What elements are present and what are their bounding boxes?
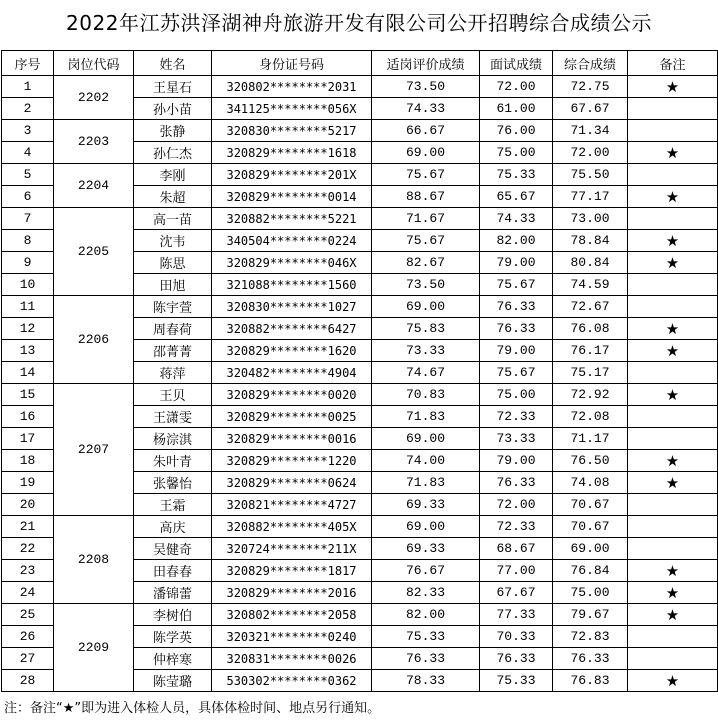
total-score: 70.67 [553,516,628,538]
remark-star: ★ [628,384,718,406]
row-no: 1 [2,76,54,98]
candidate-name: 王贝 [134,384,212,406]
row-no: 12 [2,318,54,340]
eval-score: 71.83 [372,406,480,428]
id-number: 320829********0020 [212,384,372,406]
row-no: 20 [2,494,54,516]
id-number: 341125********056X [212,98,372,120]
interview-score: 61.00 [480,98,553,120]
row-no: 26 [2,626,54,648]
id-number: 321088********1560 [212,274,372,296]
id-number: 340504********0224 [212,230,372,252]
interview-score: 77.00 [480,560,553,582]
id-number: 320829********0014 [212,186,372,208]
remark-star [628,120,718,142]
id-number: 320321********0240 [212,626,372,648]
candidate-name: 蒋萍 [134,362,212,384]
total-score: 74.08 [553,472,628,494]
interview-score: 75.33 [480,670,553,692]
position-code: 2205 [54,208,134,296]
eval-score: 66.67 [372,120,480,142]
header-id-number: 身份证号码 [212,51,372,76]
id-number: 530302********0362 [212,670,372,692]
total-score: 72.92 [553,384,628,406]
interview-score: 77.33 [480,604,553,626]
row-no: 7 [2,208,54,230]
row-no: 25 [2,604,54,626]
eval-score: 82.33 [372,582,480,604]
header-name: 姓名 [134,51,212,76]
row-no: 27 [2,648,54,670]
id-number: 320882********5221 [212,208,372,230]
row-no: 15 [2,384,54,406]
eval-score: 69.00 [372,142,480,164]
remark-star: ★ [628,670,718,692]
row-no: 18 [2,450,54,472]
remark-star: ★ [628,340,718,362]
total-score: 67.67 [553,98,628,120]
eval-score: 70.83 [372,384,480,406]
interview-score: 72.33 [480,406,553,428]
eval-score: 71.67 [372,208,480,230]
candidate-name: 王霜 [134,494,212,516]
total-score: 75.50 [553,164,628,186]
interview-score: 75.67 [480,362,553,384]
row-no: 17 [2,428,54,450]
remark-star: ★ [628,450,718,472]
candidate-name: 王潇雯 [134,406,212,428]
row-no: 5 [2,164,54,186]
interview-score: 72.33 [480,516,553,538]
remark-star [628,494,718,516]
total-score: 72.75 [553,76,628,98]
row-no: 9 [2,252,54,274]
remark-star [628,274,718,296]
candidate-name: 陈学英 [134,626,212,648]
remark-star: ★ [628,186,718,208]
remark-star: ★ [628,582,718,604]
remark-star [628,362,718,384]
eval-score: 69.33 [372,494,480,516]
position-code: 2208 [54,516,134,604]
interview-score: 76.33 [480,296,553,318]
table-row [2,208,718,230]
eval-score: 75.83 [372,318,480,340]
table-row [2,120,718,142]
candidate-name: 孙小苗 [134,98,212,120]
row-no: 2 [2,98,54,120]
table-row [2,76,718,98]
total-score: 76.33 [553,648,628,670]
total-score: 79.67 [553,604,628,626]
id-number: 320829********201X [212,164,372,186]
id-number: 320829********0624 [212,472,372,494]
table-row [2,296,718,318]
candidate-name: 仲梓寒 [134,648,212,670]
interview-score: 75.33 [480,164,553,186]
eval-score: 82.67 [372,252,480,274]
interview-score: 76.33 [480,472,553,494]
total-score: 76.50 [553,450,628,472]
remark-star: ★ [628,252,718,274]
eval-score: 82.00 [372,604,480,626]
total-score: 72.00 [553,142,628,164]
total-score: 71.34 [553,120,628,142]
footnote: 注：备注“★”即为进入体检人员，具体体检时间、地点另行通知。 [4,701,381,716]
header-interview-score: 面试成绩 [480,51,553,76]
candidate-name: 陈宇萱 [134,296,212,318]
interview-score: 70.33 [480,626,553,648]
candidate-name: 田旭 [134,274,212,296]
total-score: 70.67 [553,494,628,516]
id-number: 320882********6427 [212,318,372,340]
candidate-name: 陈思 [134,252,212,274]
position-code: 2204 [54,164,134,208]
id-number: 320829********1220 [212,450,372,472]
eval-score: 76.67 [372,560,480,582]
eval-score: 76.33 [372,648,480,670]
header-no: 序号 [2,51,54,76]
header-eval-score: 适岗评价成绩 [372,51,480,76]
header-total-score: 综合成绩 [553,51,628,76]
row-no: 13 [2,340,54,362]
header-remark: 备注 [628,51,718,76]
table-row [2,384,718,406]
remark-star [628,516,718,538]
remark-star: ★ [628,76,718,98]
total-score: 76.84 [553,560,628,582]
candidate-name: 李树伯 [134,604,212,626]
remark-star: ★ [628,142,718,164]
total-score: 77.17 [553,186,628,208]
remark-star [628,406,718,428]
interview-score: 79.00 [480,450,553,472]
id-number: 320830********1027 [212,296,372,318]
candidate-name: 张馨怡 [134,472,212,494]
candidate-name: 田春春 [134,560,212,582]
total-score: 72.83 [553,626,628,648]
remark-star: ★ [628,318,718,340]
row-no: 21 [2,516,54,538]
position-code: 2203 [54,120,134,164]
interview-score: 67.67 [480,582,553,604]
id-number: 320482********4904 [212,362,372,384]
candidate-name: 周春荷 [134,318,212,340]
remark-star: ★ [628,560,718,582]
remark-star [628,208,718,230]
page-title: 2022年江苏洪泽湖神舟旅游开发有限公司公开招聘综合成绩公示 [66,11,652,35]
table-row [2,516,718,538]
interview-score: 72.00 [480,494,553,516]
position-code: 2202 [54,76,134,120]
eval-score: 78.33 [372,670,480,692]
eval-score: 88.67 [372,186,480,208]
remark-star: ★ [628,472,718,494]
eval-score: 75.67 [372,164,480,186]
total-score: 71.17 [553,428,628,450]
total-score: 78.84 [553,230,628,252]
id-number: 320829********0016 [212,428,372,450]
interview-score: 79.00 [480,252,553,274]
header-position-code: 岗位代码 [54,51,134,76]
candidate-name: 杨淙淇 [134,428,212,450]
row-no: 8 [2,230,54,252]
candidate-name: 张静 [134,120,212,142]
candidate-name: 吴健奇 [134,538,212,560]
candidate-name: 孙仁杰 [134,142,212,164]
eval-score: 75.67 [372,230,480,252]
interview-score: 65.67 [480,186,553,208]
interview-score: 76.33 [480,648,553,670]
results-table [1,50,718,692]
candidate-name: 李刚 [134,164,212,186]
remark-star [628,98,718,120]
id-number: 320831********0026 [212,648,372,670]
interview-score: 75.67 [480,274,553,296]
id-number: 320829********2016 [212,582,372,604]
interview-score: 75.00 [480,142,553,164]
eval-score: 69.33 [372,538,480,560]
row-no: 6 [2,186,54,208]
remark-star [628,626,718,648]
candidate-name: 高一苗 [134,208,212,230]
position-code: 2207 [54,384,134,516]
row-no: 28 [2,670,54,692]
id-number: 320821********4727 [212,494,372,516]
candidate-name: 高庆 [134,516,212,538]
remark-star [628,428,718,450]
remark-star [628,538,718,560]
row-no: 19 [2,472,54,494]
total-score: 76.17 [553,340,628,362]
eval-score: 74.00 [372,450,480,472]
eval-score: 73.33 [372,340,480,362]
id-number: 320829********0025 [212,406,372,428]
interview-score: 74.33 [480,208,553,230]
remark-star [628,164,718,186]
candidate-name: 陈莹璐 [134,670,212,692]
eval-score: 73.50 [372,76,480,98]
row-no: 16 [2,406,54,428]
candidate-name: 潘锦蕾 [134,582,212,604]
header-row [2,51,718,76]
eval-score: 71.83 [372,472,480,494]
id-number: 320724********211X [212,538,372,560]
candidate-name: 朱超 [134,186,212,208]
remark-star: ★ [628,604,718,626]
candidate-name: 邵菁菁 [134,340,212,362]
candidate-name: 王星石 [134,76,212,98]
position-code: 2206 [54,296,134,384]
row-no: 10 [2,274,54,296]
eval-score: 69.00 [372,516,480,538]
id-number: 320829********1618 [212,142,372,164]
interview-score: 79.00 [480,340,553,362]
total-score: 73.00 [553,208,628,230]
id-number: 320802********2031 [212,76,372,98]
interview-score: 76.00 [480,120,553,142]
eval-score: 69.00 [372,296,480,318]
interview-score: 75.00 [480,384,553,406]
interview-score: 68.67 [480,538,553,560]
interview-score: 72.00 [480,76,553,98]
row-no: 11 [2,296,54,318]
eval-score: 74.67 [372,362,480,384]
eval-score: 73.50 [372,274,480,296]
interview-score: 73.33 [480,428,553,450]
total-score: 72.08 [553,406,628,428]
id-number: 320829********1817 [212,560,372,582]
row-no: 4 [2,142,54,164]
remark-star: ★ [628,230,718,252]
row-no: 22 [2,538,54,560]
candidate-name: 朱叶青 [134,450,212,472]
eval-score: 74.33 [372,98,480,120]
id-number: 320829********1620 [212,340,372,362]
total-score: 76.08 [553,318,628,340]
position-code: 2209 [54,604,134,692]
row-no: 14 [2,362,54,384]
id-number: 320829********046X [212,252,372,274]
row-no: 3 [2,120,54,142]
id-number: 320802********2058 [212,604,372,626]
interview-score: 76.33 [480,318,553,340]
total-score: 75.17 [553,362,628,384]
candidate-name: 沈韦 [134,230,212,252]
row-no: 24 [2,582,54,604]
total-score: 69.00 [553,538,628,560]
id-number: 320830********5217 [212,120,372,142]
total-score: 72.67 [553,296,628,318]
total-score: 75.00 [553,582,628,604]
table-row [2,164,718,186]
total-score: 80.84 [553,252,628,274]
interview-score: 82.00 [480,230,553,252]
remark-star [628,648,718,670]
table-row [2,604,718,626]
eval-score: 69.00 [372,428,480,450]
total-score: 76.83 [553,670,628,692]
id-number: 320882********405X [212,516,372,538]
total-score: 74.59 [553,274,628,296]
eval-score: 75.33 [372,626,480,648]
remark-star [628,296,718,318]
row-no: 23 [2,560,54,582]
